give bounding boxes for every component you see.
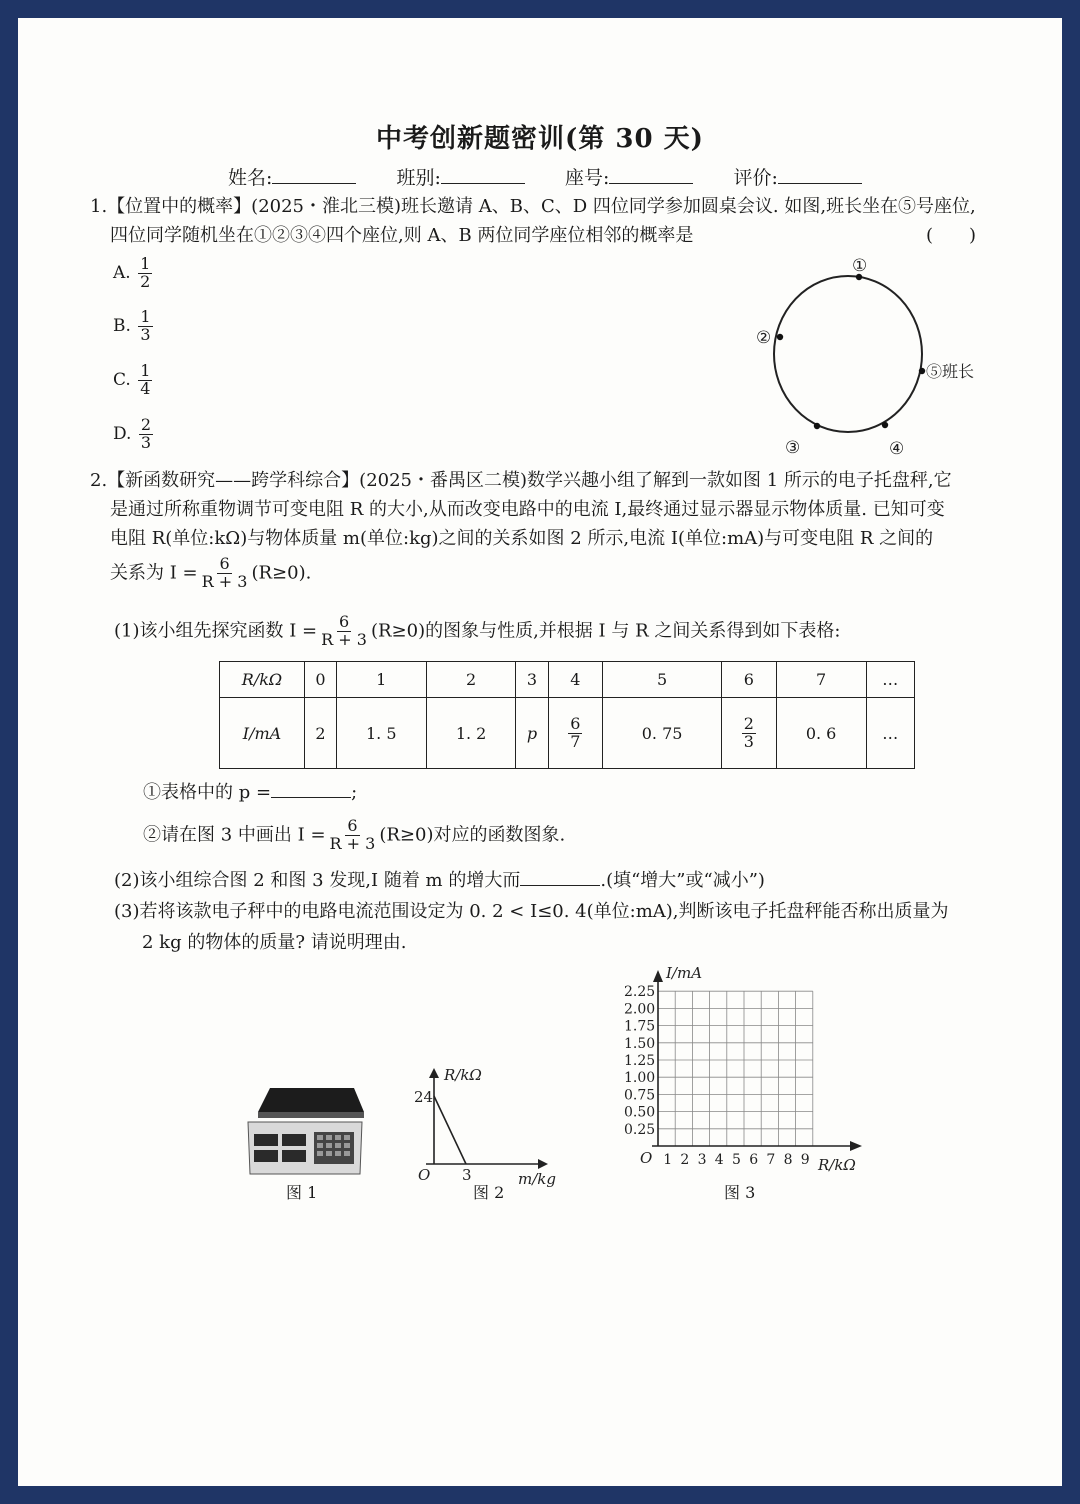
figure-3-grid xyxy=(606,956,876,1176)
q2-sub2-post: (R≥0)对应的函数图象. xyxy=(379,824,566,846)
seat-label: 座号: xyxy=(565,167,610,189)
y-tick-label: 1.00 xyxy=(624,1070,656,1087)
table-header-r: R/kΩ xyxy=(220,662,305,698)
fig3-caption: 图 3 xyxy=(724,1183,756,1202)
class-blank[interactable] xyxy=(441,165,525,184)
fig2-x-arrow xyxy=(538,1159,548,1169)
seat-5-label: ⑤班长 xyxy=(926,362,975,381)
q2-part3-line1: (3)若将该款电子秤中的电路电流范围设定为 0. 2 < I≤0. 4(单位:mA),判断该电子托盘秤能否称出质量为 xyxy=(114,901,949,922)
option-b-fraction: $\frac{1}{3}$ xyxy=(140,307,151,344)
fig3-grid-lines xyxy=(658,991,813,1146)
table-cell: 0. 6 xyxy=(776,698,866,769)
seat-3-dot xyxy=(814,423,820,429)
fig2-origin: O xyxy=(418,1166,431,1184)
q1-answer-paren: ( ) xyxy=(926,225,977,246)
table-cell: 5 xyxy=(603,662,722,698)
class-label: 班别: xyxy=(396,167,441,189)
table-cell-fraction: $\frac{6}{7}$ xyxy=(548,698,603,769)
table-cell-fraction: $\frac{2}{3}$ xyxy=(722,698,777,769)
table-cell: 3 xyxy=(516,662,548,698)
table-cell: 1. 2 xyxy=(426,698,516,769)
table-cell: 7 xyxy=(776,662,866,698)
option-d-label: D. xyxy=(113,423,132,444)
q2-line4-pre: 关系为 I = xyxy=(110,562,198,584)
q2-sub2-pre: ②请在图 3 中画出 I = xyxy=(143,824,326,846)
fig2-y-value: 24 xyxy=(414,1088,434,1106)
table-cell: … xyxy=(866,662,915,698)
y-tick-label: 2.00 xyxy=(624,1001,656,1018)
grade-label: 评价: xyxy=(733,167,778,189)
q1-line1: 1.【位置中的概率】(2025・淮北三模)班长邀请 A、B、C、D 四位同学参加圆桌会议. 如图,班长坐在⑤号座位, xyxy=(90,196,976,217)
round-table-diagram xyxy=(738,250,1018,459)
q2-sub2-fraction: $\frac{6}{R + 3}$ xyxy=(329,816,376,853)
q2-part1-post: (R≥0)的图象与性质,并根据 I 与 R 之间关系得到如下表格: xyxy=(370,620,841,642)
fig3-x-arrow xyxy=(850,1141,862,1151)
fig2-y-arrow xyxy=(429,1068,439,1078)
table-cell: 1. 5 xyxy=(336,698,426,769)
seat-3-label: ③ xyxy=(785,438,801,458)
fig2-x-value: 3 xyxy=(462,1166,472,1184)
fig2-caption: 图 2 xyxy=(473,1183,505,1202)
table-cell: 6 xyxy=(722,662,777,698)
fig3-x-ticks xyxy=(663,1152,810,1168)
q1-option-c[interactable] xyxy=(113,363,154,398)
q2-relation-fraction: $\frac{6}{R + 3}$ xyxy=(201,554,248,591)
q2-sub1-text: ①表格中的 p = xyxy=(143,782,272,803)
scale-tray xyxy=(258,1088,364,1112)
q1-option-a[interactable] xyxy=(113,256,154,291)
q1-line2: 四位同学随机坐在①②③④四个座位,则 A、B 两位同学座位相邻的概率是 xyxy=(110,225,694,246)
ri-value-table xyxy=(219,661,915,769)
x-tick-label: 2 xyxy=(680,1152,690,1168)
scale-display-4 xyxy=(282,1150,306,1162)
option-b-label: B. xyxy=(113,315,131,336)
fig3-y-arrow xyxy=(653,970,663,982)
figure-2-graph xyxy=(414,1064,574,1188)
q2-line3: 电阻 R(单位:kΩ)与物体质量 m(单位:kg)之间的关系如图 2 所示,电流 I(单位:mA)与可变电阻 R 之间的 xyxy=(110,528,934,549)
fig3-y-label: I/mA xyxy=(666,964,703,982)
table-cell: 2 xyxy=(305,698,337,769)
table-row-i xyxy=(220,698,915,769)
table-cell: 0. 75 xyxy=(603,698,722,769)
seat-4-label: ④ xyxy=(889,439,905,459)
trend-answer-blank[interactable] xyxy=(520,867,600,886)
table-cell: 1 xyxy=(336,662,426,698)
x-tick-label: 7 xyxy=(766,1152,776,1168)
table-cell: 2 xyxy=(426,662,516,698)
y-tick-label: 1.50 xyxy=(624,1035,656,1052)
option-a-label: A. xyxy=(113,262,131,283)
electronic-scale-figure xyxy=(242,1082,370,1180)
q2-part1-fraction: $\frac{6}{R + 3}$ xyxy=(321,612,367,649)
q2-part2-text: (2)该小组综合图 2 和图 3 发现,I 随着 m 的增大而 xyxy=(114,870,521,891)
table-circle xyxy=(774,276,922,432)
scale-display-2 xyxy=(282,1134,306,1146)
fig3-x-label: R/kΩ xyxy=(818,1156,856,1174)
q2-part2 xyxy=(114,866,765,895)
fig2-line xyxy=(434,1096,466,1164)
x-tick-label: 9 xyxy=(800,1152,810,1168)
name-label: 姓名: xyxy=(228,167,273,189)
q2-line4-post: (R≥0). xyxy=(251,562,312,584)
p-answer-blank[interactable] xyxy=(271,779,351,798)
option-d-fraction: $\frac{2}{3}$ xyxy=(140,415,152,452)
table-cell: 0 xyxy=(305,662,337,698)
option-c-label: C. xyxy=(113,369,131,390)
fig2-y-label: R/kΩ xyxy=(444,1066,482,1084)
x-tick-label: 4 xyxy=(714,1152,724,1168)
q2-part1-pre: (1)该小组先探究函数 I = xyxy=(114,620,318,642)
fig3-origin: O xyxy=(640,1149,653,1167)
seat-1-label: ① xyxy=(852,256,868,276)
seat-4-dot xyxy=(882,422,888,428)
table-row-r xyxy=(220,662,915,698)
y-tick-label: 0.50 xyxy=(624,1104,656,1121)
q2-part1 xyxy=(114,614,840,649)
page-title: 中考创新题密训(第 30 天) xyxy=(376,124,704,154)
y-tick-label: 0.25 xyxy=(624,1121,656,1138)
grade-blank[interactable] xyxy=(778,165,862,184)
seat-2-dot xyxy=(777,334,783,340)
q1-option-b[interactable] xyxy=(113,309,155,344)
y-tick-label: 1.75 xyxy=(624,1018,656,1035)
y-tick-label: 2.25 xyxy=(624,984,656,1001)
fig3-y-ticks xyxy=(624,984,655,1138)
name-blank[interactable] xyxy=(272,165,356,184)
table-cell-p[interactable]: p xyxy=(516,698,548,769)
y-tick-label: 0.75 xyxy=(624,1087,656,1104)
q2-line2: 是通过所称重物调节可变电阻 R 的大小,从而改变电路中的电流 I,最终通过显示器显示物体质量. 已知可变 xyxy=(110,499,945,520)
y-tick-label: 1.25 xyxy=(624,1053,656,1069)
x-tick-label: 6 xyxy=(749,1152,759,1168)
seat-blank[interactable] xyxy=(609,165,693,184)
worksheet-page xyxy=(18,18,1062,1486)
option-c-fraction: $\frac{1}{4}$ xyxy=(140,361,151,398)
fig2-x-label: m/kg xyxy=(518,1170,556,1188)
option-a-fraction: $\frac{1}{2}$ xyxy=(140,254,151,291)
table-header-i: I/mA xyxy=(220,698,305,769)
q2-part3-line2: 2 kg 的物体的质量? 请说明理由. xyxy=(142,932,407,953)
table-cell: … xyxy=(866,698,915,769)
q2-line4 xyxy=(110,556,311,591)
q1-option-d[interactable] xyxy=(113,417,155,452)
scale-display-3 xyxy=(254,1150,278,1162)
student-info-row xyxy=(228,163,862,190)
q2-sub1-end: ; xyxy=(351,782,358,803)
x-tick-label: 5 xyxy=(732,1152,741,1168)
table-cell: 4 xyxy=(548,662,603,698)
x-tick-label: 8 xyxy=(783,1152,793,1168)
q2-part2-end: .(填“增大”或“减小”) xyxy=(600,870,765,891)
q2-line1: 2.【新函数研究——跨学科综合】(2025・番禺区二模)数学兴趣小组了解到一款如图 1 所示的电子托盘秤,它 xyxy=(90,470,952,491)
scale-display-1 xyxy=(254,1134,278,1146)
seat-5-dot xyxy=(919,368,925,374)
x-tick-label: 1 xyxy=(663,1152,673,1168)
x-tick-label: 3 xyxy=(697,1152,707,1168)
tray-edge xyxy=(258,1112,364,1118)
fig1-caption: 图 1 xyxy=(286,1183,318,1202)
q2-sub1 xyxy=(143,778,357,807)
seat-2-label: ② xyxy=(756,328,772,348)
q2-sub2 xyxy=(143,818,565,853)
